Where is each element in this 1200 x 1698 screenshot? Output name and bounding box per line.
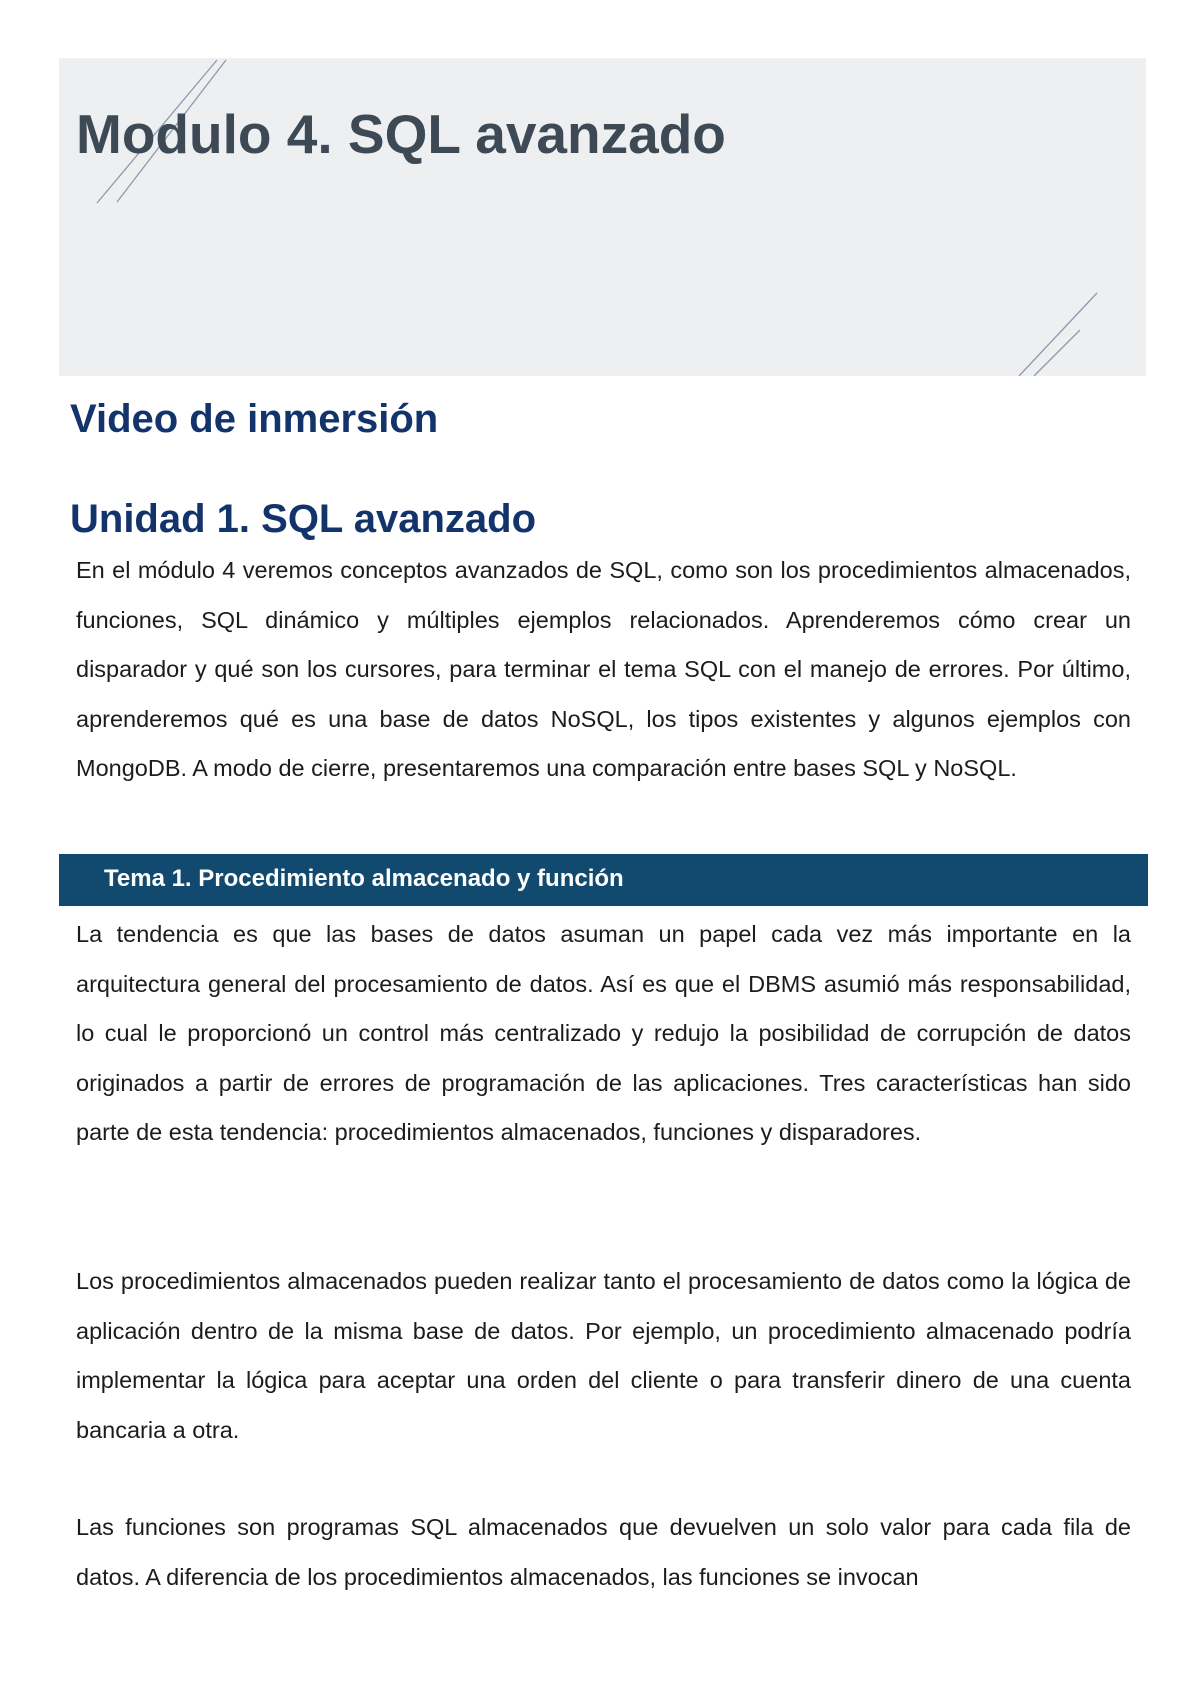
tema-paragraph: La tendencia es que las bases de datos asuman un papel cada vez más importante en la arquitectura general del procesamiento de datos. Así es que el DBMS asumió más responsabilidad, lo cual le proporcionó un control más centralizado y redujo la posibilidad de corrupción de datos originados a partir de errores de programación de las aplicaciones. Tres características han sido parte de esta tendencia: procedimientos almacenados, funciones y disparadores. xyxy=(76,921,1131,1146)
tema-paragraph: Los procedimientos almacenados pueden realizar tanto el procesamiento de datos como la lógica de aplicación dentro de la misma base de datos. Por ejemplo, un procedimiento almacenado podría implementar la lógica para aceptar una orden del cliente o para transferir dinero de una cuenta bancaria a otra. xyxy=(76,1268,1131,1443)
unit-intro-paragraph: En el módulo 4 veremos conceptos avanzados de SQL, como son los procedimientos almacenados, funciones, SQL dinámico y múltiples ejemplos relacionados. Aprenderemos cómo crear un disparador y qué son los cursores, para terminar el tema SQL con el manejo de errores. Por último, aprenderemos qué es una base de datos NoSQL, los tipos existentes y algunos ejemplos con MongoDB. A modo de cierre, presentaremos una comparación entre bases SQL y NoSQL. xyxy=(76,557,1131,782)
unit-heading: Unidad 1. SQL avanzado xyxy=(70,497,537,541)
tema-paragraph: Las funciones son programas SQL almacenados que devuelven un solo valor para cada fila de datos. A diferencia de los procedimientos almacenados, las funciones se invocan xyxy=(76,1514,1131,1590)
video-heading: Video de inmersión xyxy=(70,397,439,441)
tema-header-bar xyxy=(59,854,1148,906)
bottom-right-diagonal-line-1 xyxy=(1019,293,1097,376)
module-title: Modulo 4. SQL avanzado xyxy=(76,103,726,165)
module-header-banner xyxy=(59,58,1146,376)
tema-title: Tema 1. Procedimiento almacenado y función xyxy=(104,865,624,892)
